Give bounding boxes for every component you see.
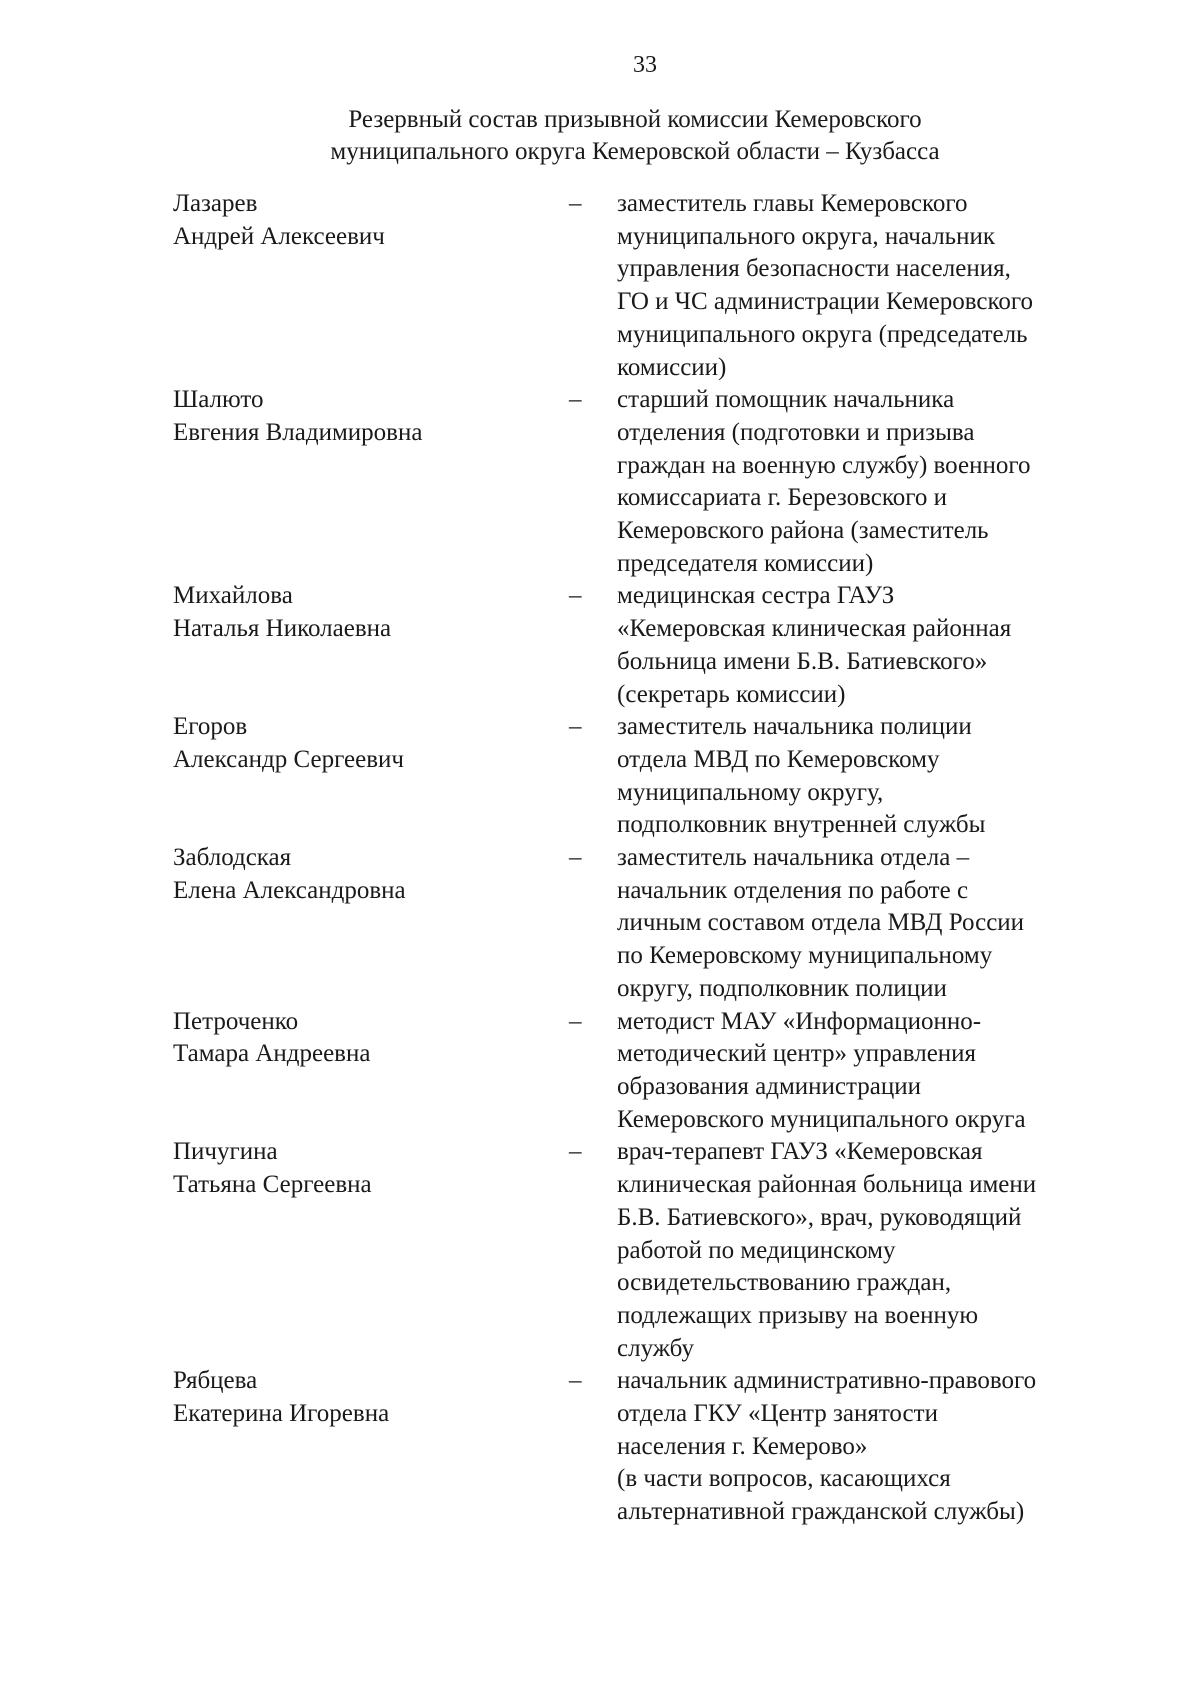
member-role-line: Кемеровского муниципального округа [617,1105,1026,1133]
member-role-line: комиссии) [617,353,727,381]
member-name [173,1006,569,1137]
member-role-line: муниципального округа, начальник [617,222,995,250]
member-list [173,188,1113,1529]
member-dash: – [569,844,582,872]
member-row [173,580,1113,711]
member-surname: Лазарев [173,190,258,217]
member-role-line: населения г. Кемерово» [617,1432,868,1460]
member-role-line: личным составом отдела МВД России [617,909,1025,937]
member-surname: Рябцева [173,1367,258,1395]
member-role-line: медицинская сестра ГАУЗ [617,582,895,610]
member-role-line: муниципальному округу, [617,778,884,806]
member-name [173,384,569,580]
member-role [617,711,1113,842]
member-role-line: врач-терапевт ГАУЗ «Кемеровская [617,1138,983,1166]
member-role-line: граждан на военную службу) военного [617,451,1031,479]
member-role-line: начальник административно-правового [617,1367,1037,1395]
member-surname: Пичугина [173,1138,278,1166]
member-given-names: Тамара Андреевна [173,1040,371,1068]
member-role-line: больница имени Б.В. Батиевского» [617,647,988,675]
member-role [617,580,1113,711]
member-role-line: (секретарь комиссии) [617,680,846,708]
member-role-line: начальник отделения по работе с [617,876,969,904]
member-role-line: заместитель главы Кемеровского [617,190,968,217]
member-role-line: альтернативной гражданской службы) [617,1498,1025,1526]
member-role [617,1365,1113,1529]
member-given-names: Екатерина Игоревна [173,1400,390,1428]
member-name [173,1365,569,1529]
member-role-line: председателя комиссии) [617,549,874,577]
member-given-names: Татьяна Сергеевна [173,1171,372,1199]
member-role-line: отдела МВД по Кемеровскому [617,745,940,773]
member-given-names: Елена Александровна [173,876,406,904]
member-given-names: Наталья Николаевна [173,615,392,643]
member-role-line: подлежащих призыву на военную [617,1301,979,1329]
member-row [173,842,1113,1006]
member-role [617,384,1113,580]
document-title [0,104,1200,168]
member-row [173,1006,1113,1137]
member-role-line: старший помощник начальника [617,386,955,414]
member-surname: Шалюто [173,386,264,414]
member-dash: – [569,190,582,217]
member-dash: – [569,1367,582,1395]
member-role-line: Б.В. Батиевского», врач, руководящий [617,1203,1022,1231]
member-role-line: методический центр» управления [617,1040,977,1068]
member-role-line: «Кемеровская клиническая районная [617,615,1012,643]
member-role-line: Кемеровского района (заместитель [617,517,989,545]
member-surname: Петроченко [173,1007,299,1035]
member-row [173,384,1113,580]
member-row [173,1136,1113,1365]
title-line: муниципального округа Кемеровской области – Кузбасса [330,138,940,165]
member-given-names: Андрей Алексеевич [173,222,385,250]
member-row [173,1365,1113,1529]
member-role [617,1136,1113,1365]
member-role-line: заместитель начальника полиции [617,713,972,741]
member-given-names: Александр Сергеевич [173,745,404,773]
member-role-line: управления безопасности населения, [617,255,1011,283]
member-role-line: ГО и ЧС администрации Кемеровского [617,288,1034,316]
member-dash: – [569,1007,582,1035]
member-surname: Михайлова [173,582,293,610]
member-dash: – [569,582,582,610]
member-role-line: образования администрации [617,1072,921,1100]
member-dash: – [569,713,582,741]
member-row [173,188,1113,384]
member-name [173,188,569,384]
member-role-line: заместитель начальника отдела – [617,844,970,872]
member-surname: Егоров [173,713,248,741]
member-role-line: освидетельствованию граждан, [617,1269,952,1297]
member-role [617,842,1113,1006]
member-name [173,580,569,711]
member-role-line: комиссариата г. Березовского и [617,484,948,512]
member-role-line: клиническая районная больница имени [617,1171,1037,1199]
page-number: 33 [633,52,657,78]
member-dash: – [569,1138,582,1166]
member-role-line: муниципального округа (председатель [617,320,1028,348]
member-name [173,1136,569,1365]
member-role-line: методист МАУ «Информационно- [617,1007,982,1035]
member-role [617,1006,1113,1137]
member-dash: – [569,386,582,414]
member-role-line: округу, подполковник полиции [617,974,947,1002]
member-role-line: отдела ГКУ «Центр занятости [617,1400,938,1428]
member-given-names: Евгения Владимировна [173,418,423,446]
member-name [173,842,569,1006]
member-role-line: (в части вопросов, касающихся [617,1465,951,1493]
member-role-line: по Кемеровскому муниципальному [617,942,993,970]
member-role-line: отделения (подготовки и призыва [617,418,975,446]
member-row [173,711,1113,842]
member-role-line: работой по медицинскому [617,1236,896,1264]
member-name [173,711,569,842]
member-surname: Заблодская [173,844,292,872]
member-role-line: службу [617,1334,694,1362]
member-role [617,188,1113,384]
title-line: Резервный состав призывной комиссии Кемеровского [348,106,922,133]
member-role-line: подполковник внутренней службы [617,811,986,839]
